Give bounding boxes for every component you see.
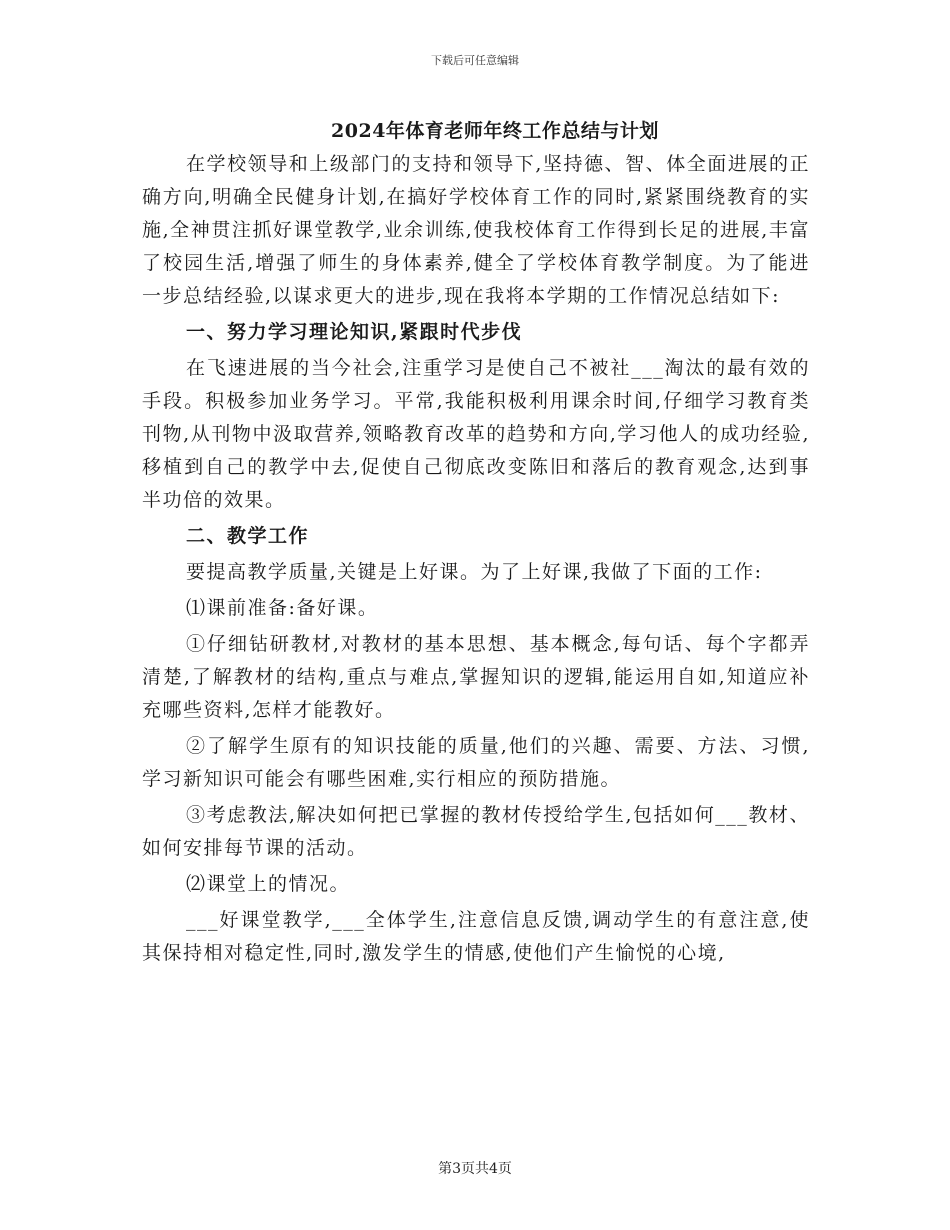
- page-header: 下载后可任意编辑: [431, 54, 519, 67]
- page-number: 第3页共4页: [438, 1161, 512, 1177]
- list-item-classroom: ⑵课堂上的情况。: [186, 873, 351, 895]
- paragraph-teaching: 要提高教学质量,关键是上好课。为了上好课,我做了下面的工作:: [186, 561, 763, 583]
- paragraph-intro: 在学校领导和上级部门的支持和领导下,坚持德、智、体全面进展的正确方向,明确全民健身计划,在搞好学校体育工作的同时,紧紧围绕教育的实施,全神贯注抓好课堂教学,业余训练,使我校体育工作得到长足的进展,丰富了校园生活,增强了师生的身体素养,健全了学校体育教学制度。为了能进一步总结经验,以谋求更大的进步,现在我将本学期的工作情况总结如下:: [142, 153, 810, 307]
- list-item-prep: ⑴课前准备:备好课。: [186, 597, 379, 619]
- paragraph-classroom: ___好课堂教学,___全体学生,注意信息反馈,调动学生的有意注意,使其保持相对稳定性,同时,激发学生的情感,使他们产生愉悦的心境,: [142, 909, 810, 964]
- document-body: [142, 148, 810, 973]
- list-item-1: ①仔细钻研教材,对教材的基本思想、基本概念,每句话、每个字都弄清楚,了解教材的结构,重点与难点,掌握知识的逻辑,能运用自如,知道应补充哪些资料,怎样才能教好。: [142, 633, 810, 721]
- section-heading-1: 一、努力学习理论知识,紧跟时代步伐: [186, 321, 523, 343]
- document-title: 2024年体育老师年终工作总结与计划: [331, 120, 659, 142]
- list-item-3: ③考虑教法,解决如何把已掌握的教材传授给学生,包括如何___教材、如何安排每节课的活动。: [142, 804, 810, 859]
- section-heading-2: 二、教学工作: [186, 525, 310, 547]
- paragraph-study: 在飞速进展的当今社会,注重学习是使自己不被社___淘汰的最有效的手段。积极参加业务学习。平常,我能积极利用课余时间,仔细学习教育类刊物,从刊物中汲取营养,领略教育改革的趋势和方向,学习他人的成功经验,移植到自己的教学中去,促使自己彻底改变陈旧和落后的教育观念,达到事半功倍的效果。: [142, 357, 810, 511]
- list-item-2: ②了解学生原有的知识技能的质量,他们的兴趣、需要、方法、习惯,学习新知识可能会有哪些困难,实行相应的预防措施。: [142, 735, 810, 790]
